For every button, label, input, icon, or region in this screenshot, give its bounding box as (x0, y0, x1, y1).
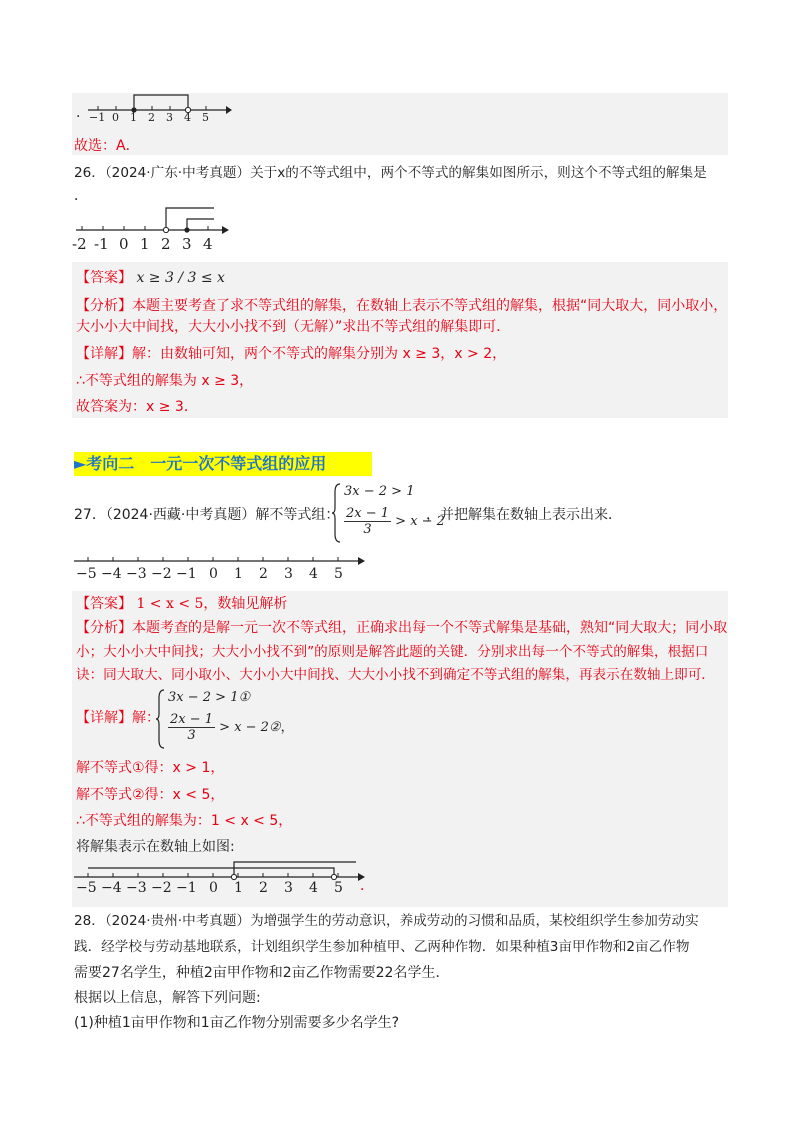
tick-label: −5 (76, 566, 97, 582)
tick-label: 4 (309, 566, 318, 582)
q27-eq1: 3x − 2 > 1 (344, 484, 415, 499)
q27-step-4: 将解集表示在数轴上如图: (76, 839, 235, 855)
q27-step-3: ∴不等式组的解集为：1 < x < 5， (76, 813, 293, 829)
tick-label: 0 (209, 880, 218, 896)
q27-analysis-3: 诀：同大取大、同小取小、大小小大中间找、大大小小找不到确定不等式组的解集，再表示在数轴上即可． (76, 667, 715, 683)
tick-label: 4 (203, 235, 213, 253)
q27-step-1: 解不等式①得：x > 1， (76, 760, 225, 776)
tick-label: −4 (101, 880, 122, 896)
q28-line-1: 28．（2024·贵州·中考真题）为增强学生的劳动意识，养成劳动的习惯和品质，某校组织学生参加劳动实 (74, 913, 699, 929)
answer-tag: 【答案】 (76, 596, 132, 612)
tick-label: 2 (148, 111, 155, 124)
q27-system (332, 482, 445, 544)
q26-number-line (72, 203, 232, 237)
tick-label: 0 (112, 111, 119, 124)
detail-text: 解：由数轴可知，两个不等式的解集分别为 x ≥ 3，x > 2， (132, 346, 507, 362)
tick-label: 5 (334, 880, 343, 896)
tick-label: −5 (76, 880, 97, 896)
left-brace-icon (156, 688, 166, 750)
eq-comma: ， (280, 720, 294, 735)
q27-stem-post: ，并把解集在数轴上表示出来． (426, 507, 622, 523)
q26-detail-3: 故答案为：x ≥ 3． (76, 399, 198, 415)
q25-choice: 故选：A． (74, 138, 140, 154)
tick-label: 5 (334, 566, 343, 582)
tick-label: 1 (234, 880, 243, 896)
q27-axis-labels (72, 566, 372, 586)
analysis-tag: 【分析】 (76, 298, 132, 314)
tick-label: 4 (184, 111, 191, 124)
tick-label: −2 (151, 566, 172, 582)
analysis-tag: 【分析】 (76, 620, 132, 636)
tick-label: 1 (234, 566, 243, 582)
tick-label: 3 (284, 566, 293, 582)
eq2-rest: > x − 2 (395, 514, 445, 529)
q25-dot: · (76, 109, 81, 125)
tick-label: −4 (101, 566, 122, 582)
detail-tag: 【详解】 (76, 710, 132, 726)
q26-detail-2: ∴不等式组的解集为 x ≥ 3， (76, 373, 254, 389)
analysis-text: 本题主要考查了求不等式组的解集，在数轴上表示不等式组的解集，根据“同大取大，同小取小， (132, 298, 728, 314)
tick-label: 2 (259, 880, 268, 896)
tick-label: 1 (130, 111, 137, 124)
detail-eq1: 3x − 2 > 1① (168, 690, 251, 705)
tick-label: 3 (284, 880, 293, 896)
tick-label: −3 (126, 880, 147, 896)
eq2-rest: > x − 2② (219, 720, 281, 735)
tick-label: 3 (182, 235, 192, 253)
detail-text: 解： (132, 710, 160, 726)
q27-axis-end: ． (360, 878, 374, 894)
q27-solution-axis-labels (72, 880, 372, 900)
analysis-text: 本题考查的是解一元一次不等式组，正确求出每一个不等式解集是基础，熟知“同大取大；同小取 (132, 620, 728, 636)
tick-label: 2 (259, 566, 268, 582)
tick-label: 2 (161, 235, 171, 253)
q26-answer (76, 268, 225, 288)
frac-numerator: 2x − 1 (170, 712, 214, 727)
q26-analysis-2: 大小小大中间找，大大小小找不到（无解）”求出不等式组的解集即可． (76, 319, 511, 335)
tick-label: 1 (140, 235, 150, 253)
detail-tag: 【详解】 (76, 346, 132, 362)
q28-line-3: 需要27名学生，种植2亩甲作物和2亩乙作物需要22名学生． (74, 965, 450, 981)
q28-line-4: 根据以上信息，解答下列问题: (74, 990, 261, 1006)
section-heading: ►考向二 一元一次不等式组的应用 (74, 452, 372, 476)
q27-analysis-2: 小；大小小大中间找；大大小小找不到”的原则是解答此题的关键．分别求出每一个不等式的解集，根据口 (76, 644, 709, 660)
answer-value: 1 < x < 5，数轴见解析 (136, 596, 288, 612)
tick-label: −1 (89, 111, 106, 124)
frac-denominator: 3 (363, 522, 372, 537)
q26-stem: 26．（2024·广东·中考真题）关于x的不等式组中，两个不等式的解集如图所示，则这个不等式组的解集是 (74, 165, 707, 181)
q28-line-5: (1)种植1亩甲作物和1亩乙作物分别需要多少名学生? (74, 1015, 400, 1031)
tick-label: 3 (166, 111, 173, 124)
q27-answer (76, 594, 287, 614)
frac-denominator: 3 (187, 728, 196, 743)
answer-tag: 【答案】 (76, 270, 132, 286)
q25-axis-labels (84, 111, 234, 127)
tick-label: 0 (119, 235, 129, 253)
tick-label: -2 (72, 235, 87, 253)
tick-label: 0 (209, 566, 218, 582)
q26-axis-labels (72, 235, 232, 255)
q26-detail-1 (76, 344, 506, 364)
tick-label: −1 (176, 566, 197, 582)
answer-value: x ≥ 3 / 3 ≤ x (136, 270, 225, 286)
q27-detail-tag-line (76, 708, 160, 728)
q26-analysis-1 (76, 296, 727, 316)
tick-label: 5 (202, 111, 209, 124)
q26-stem-tail: ． (74, 188, 88, 204)
tick-label: −3 (126, 566, 147, 582)
q27-detail-system (156, 688, 294, 750)
tick-label: −1 (176, 880, 197, 896)
tick-label: 4 (309, 880, 318, 896)
q27-step-2: 解不等式②得：x < 5， (76, 787, 225, 803)
q27-stem-pre: 27．（2024·西藏·中考真题）解不等式组： (74, 507, 340, 523)
q28-line-2: 践．经学校与劳动基地联系，计划组织学生参加种植甲、乙两种作物．如果种植3亩甲作物和2亩乙作物 (74, 939, 690, 955)
left-brace-icon (332, 482, 342, 544)
tick-label: -1 (94, 235, 109, 253)
q27-analysis-1 (76, 618, 727, 638)
detail-eq2 (168, 712, 294, 743)
tick-label: −2 (151, 880, 172, 896)
frac-numerator: 2x − 1 (346, 506, 390, 521)
